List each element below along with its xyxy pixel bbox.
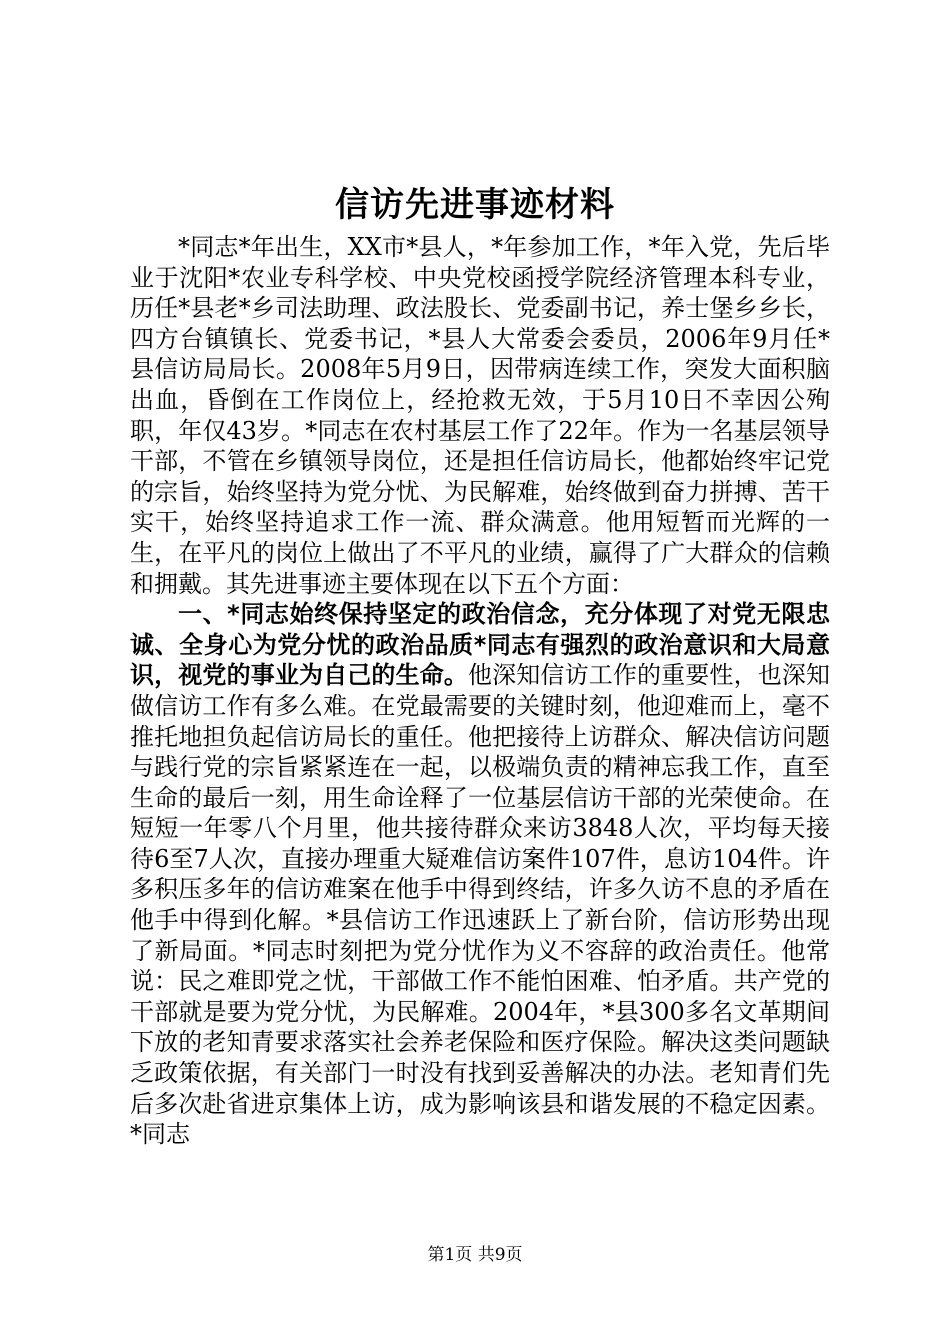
paragraph-intro: *同志*年出生，XX市*县人，*年参加工作，*年入党，先后毕业于沈阳*农业专科学校、中央党校函授学院经济管理本科专业，历任*县老*乡司法助理、政法股长、党委副书记，养士堡乡乡长，四方台镇镇长、党委书记，*县人大常委会委员，2006年9月任*县信访局局长。2008年5月9日，因带病连续工作，突发大面积脑出血，昏倒在工作岗位上，经抢救无效，于5月10日不幸因公殉职，年仅43岁。*同志在农村基层工作了22年。作为一名基层领导干部，不管在乡镇领导岗位，还是担任信访局长，他都始终牢记党的宗旨，始终坚持为党分忧、为民解难，始终做到奋力拼搏、苦干实干，始终坚持追求工作一流、群众满意。他用短暂而光辉的一生，在平凡的岗位上做出了不平凡的业绩，赢得了广大群众的信赖和拥戴。其先进事迹主要体现在以下五个方面： xyxy=(130,233,830,598)
document-body xyxy=(130,232,830,1150)
section-1-body: 他深知信访工作的重要性，也深知做信访工作有多么难。在党最需要的关键时刻，他迎难而上，毫不推托地担负起信访局长的重任。他把接待上访群众、解决信访问题与践行党的宗旨紧紧连在一起，以极端负责的精神忘我工作，直至生命的最后一刻，用生命诠释了一位基层信访干部的光荣使命。在短短一年零八个月里，他共接待群众来访3848人次，平均每天接待6至7人次，直接办理重大疑难信访案件107件，息访104件。许多积压多年的信访难案在他手中得到终结，许多久访不息的矛盾在他手中得到化解。*县信访工作迅速跃上了新台阶，信访形势出现了新局面。*同志时刻把为党分忧作为义不容辞的政治责任。他常说：民之难即党之忧，干部做工作不能怕困难、怕矛盾。共产党的干部就是要为党分忧，为民解难。2004年，*县300多名文革期间下放的老知青要求落实社会养老保险和医疗保险。解决这类问题缺乏政策依据，有关部门一时没有找到妥善解决的办法。老知青们先后多次赴省进京集体上访，成为影响该县和谐发展的不稳定因素。*同志 xyxy=(130,661,830,1149)
paragraph-section-1 xyxy=(130,599,830,1150)
page-footer: 第1页 共9页 xyxy=(427,1245,523,1265)
section-1-heading: 一、*同志始终保持坚定的政治信念，充分体现了对党无限忠诚、全身心为党分忧的政治品质*同志有强烈的政治意识和大局意识，视党的事业为自己的生命。 xyxy=(130,600,830,690)
document-title: 信访先进事迹材料 xyxy=(335,185,615,225)
